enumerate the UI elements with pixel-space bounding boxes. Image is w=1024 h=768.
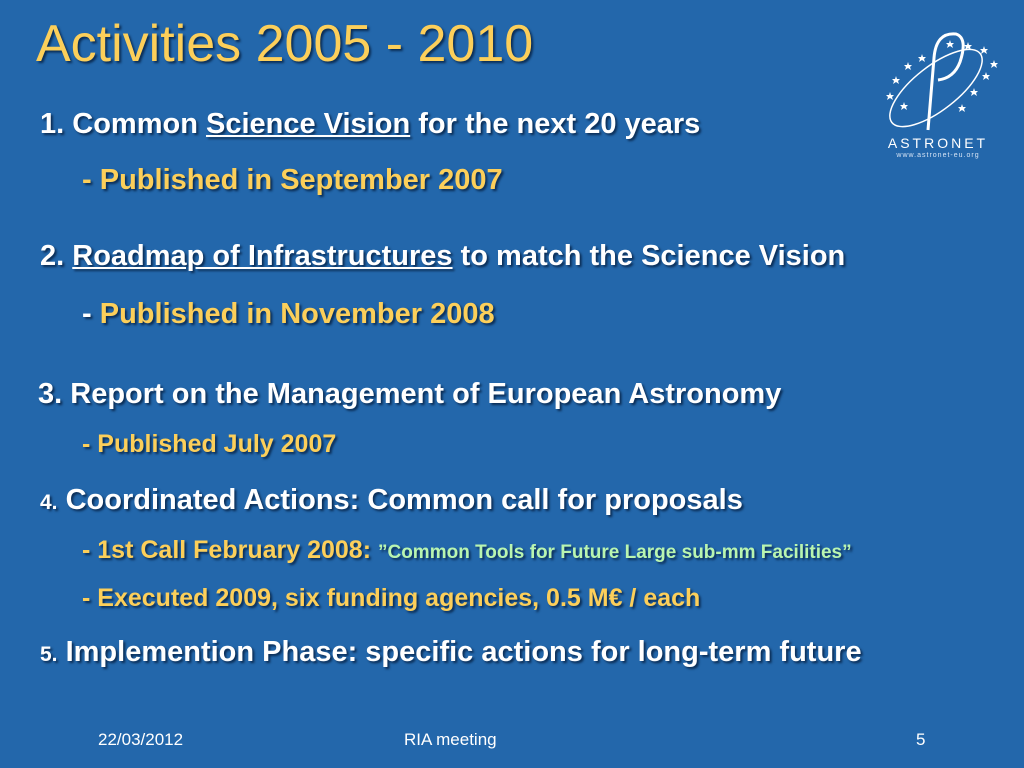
logo-wordmark: ASTRONET <box>887 135 989 151</box>
sub-item-2-1 <box>82 298 495 331</box>
item-number: 2. <box>40 240 65 272</box>
footer-event: RIA meeting <box>404 730 497 749</box>
sub-item-dash: - <box>82 298 92 330</box>
sub-item-1-1 <box>82 164 503 197</box>
footer-date: 22/03/2012 <box>98 730 184 749</box>
item-underlined-text: Science Vision <box>205 108 411 140</box>
sub-item-3-1 <box>82 430 336 459</box>
item-text: Coordinated Actions: Common call for proposals <box>65 484 743 516</box>
list-item-1 <box>40 108 700 141</box>
sub-item-dash: - <box>82 584 91 612</box>
item-text: Implemention Phase: specific actions for long-term future <box>65 636 862 668</box>
astronet-logo-icon <box>868 18 1008 136</box>
item-text: Common <box>72 108 198 140</box>
sub-item-4-1 <box>82 536 852 565</box>
sub-item-text: 1st Call February 2008: <box>97 536 372 564</box>
list-item-2 <box>40 240 845 273</box>
astronet-logo <box>868 18 1008 168</box>
item-number: 5. <box>40 643 58 666</box>
sub-item-4-2 <box>82 584 700 613</box>
sub-item-text: Published in September 2007 <box>99 164 503 196</box>
item-underlined-text: Roadmap of Infrastructures <box>72 240 453 272</box>
sub-item-dash: - <box>82 164 92 196</box>
item-number: 3. <box>38 378 63 410</box>
sub-item-dash: - <box>82 430 91 458</box>
sub-item-text: Executed 2009, six funding agencies, 0.5 M€ / each <box>97 584 701 612</box>
sub-item-dash: - <box>82 536 91 564</box>
footer-page-number: 5 <box>916 730 926 749</box>
item-number: 1. <box>40 108 65 140</box>
list-item-3 <box>38 378 781 411</box>
list-item-4 <box>40 484 743 517</box>
logo-url: www.astronet-eu.org <box>896 152 980 159</box>
sub-item-quote: ”Common Tools for Future Large sub-mm Facilities” <box>377 542 852 563</box>
sub-item-text: Published July 2007 <box>97 430 337 458</box>
slide-title: Activities 2005 - 2010 <box>36 15 534 73</box>
list-item-5 <box>40 636 862 669</box>
item-text-after: to match the Science Vision <box>460 240 846 272</box>
item-number: 4. <box>40 491 58 514</box>
sub-item-text: Published in November 2008 <box>99 298 495 330</box>
item-text: Report on the Management of European Astronomy <box>70 378 782 410</box>
item-text-after: for the next 20 years <box>418 108 701 140</box>
